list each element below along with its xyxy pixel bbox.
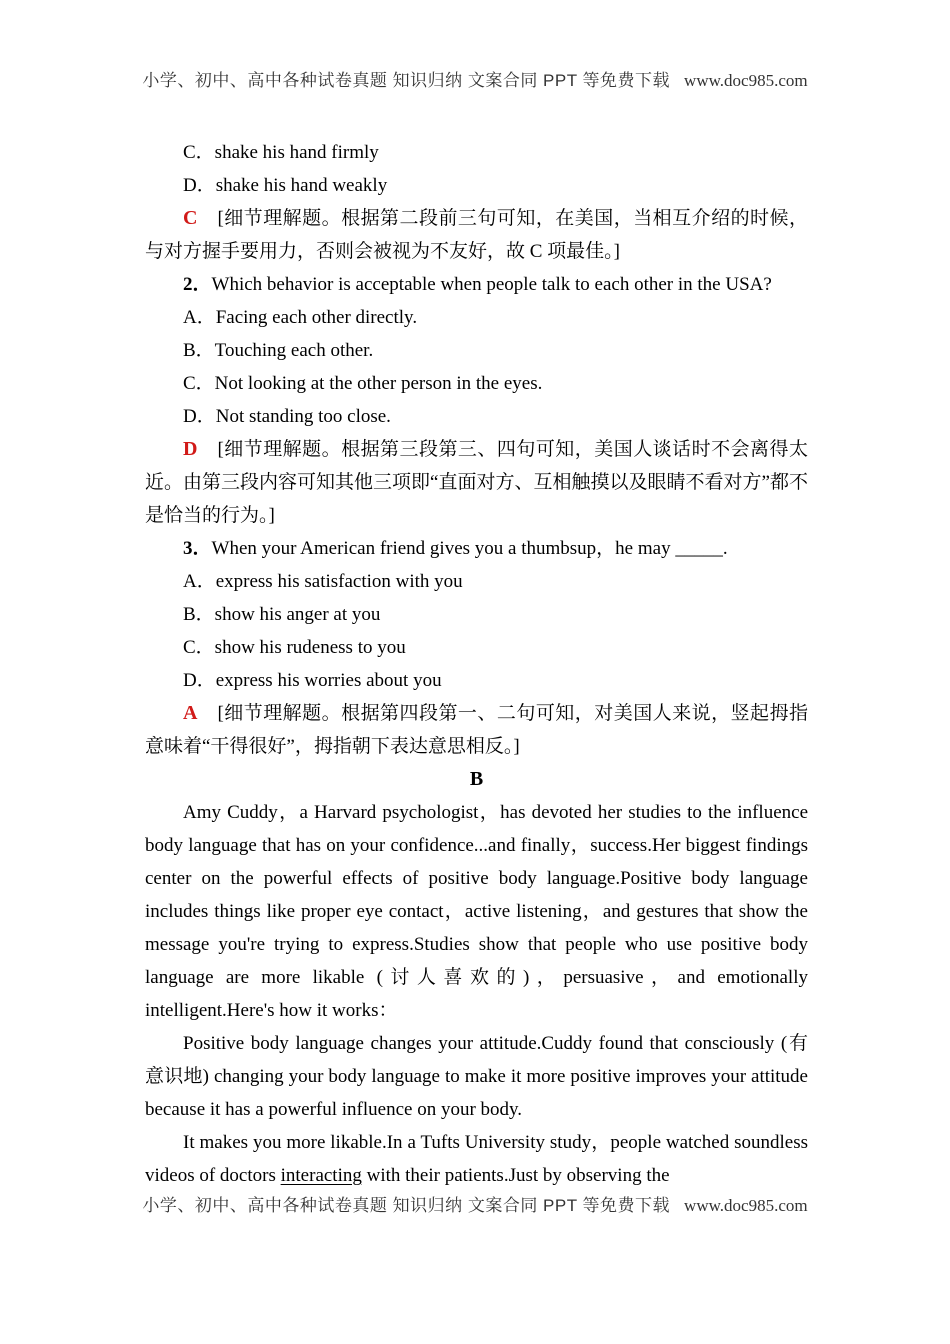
question-3-block [145, 532, 808, 763]
section-b-paragraph-3-after: with their patients.Just by observing the [361, 1165, 670, 1186]
question-2-answer-explanation: [细节理解题。根据第三段第三、四句可知，美国人谈话时不会离得太近。由第三段内容可知其他三项即“直面对方、互相触摸以及眼睛不看对方”都不是恰当的行为。] [145, 439, 808, 526]
section-b-block [145, 763, 808, 1192]
question-1-block [145, 136, 808, 268]
header-watermark [0, 66, 950, 91]
document-body [145, 136, 808, 1192]
footer-watermark [0, 1191, 950, 1216]
question-3-stem [145, 532, 808, 565]
footer-watermark-text: 小学、初中、高中各种试卷真题 知识归纳 文案合同 PPT 等免费下载 [142, 1196, 671, 1215]
question-2-answer [145, 433, 808, 532]
header-watermark-url: www.doc985.com [684, 71, 808, 90]
question-3-answer [145, 697, 808, 763]
question-3-option-c: C．show his rudeness to you [183, 637, 406, 658]
question-3-answer-letter: A [183, 702, 198, 724]
section-b-paragraph-3 [145, 1126, 808, 1192]
question-3-option-d: D．express his worries about you [183, 670, 442, 691]
question-1-option-c: C．shake his hand firmly [183, 142, 379, 163]
question-2-option-a: A．Facing each other directly. [183, 307, 418, 328]
question-3-stem-text: When your American friend gives you a thumbsup，he may _____. [211, 538, 728, 559]
section-b-paragraph-2: Positive body language changes your attitude.Cuddy found that consciously (有意识地) changing your body language to make it more positive improves your attitude because it has a powerful influence on your body. [145, 1033, 808, 1120]
question-1-answer-letter: C [183, 207, 198, 229]
section-b-paragraph-1: Amy Cuddy，a Harvard psychologist，has devoted her studies to the influence body language that has on your confidence...and finally，success.Her biggest findings center on the powerful effects of positive body language.Positive body language includes things like proper eye contact，active listening，and gestures that show the message you're trying to express.Studies show that people who use positive body language are more likable (讨人喜欢的)，persuasive，and emotionally intelligent.Here's how it works： [145, 802, 808, 1021]
question-2-option-b: B．Touching each other. [183, 340, 374, 361]
section-b-paragraph-3-before: It makes you more likable.In a Tufts University study，people watched soundless videos of doctors [145, 1132, 808, 1186]
question-2-option-d: D．Not standing too close. [183, 406, 391, 427]
section-b-paragraph-3-underlined-word: interacting [280, 1165, 362, 1186]
question-2-option-c: C．Not looking at the other person in the eyes. [183, 373, 543, 394]
question-3-number: 3． [183, 538, 212, 559]
question-2-stem-text: Which behavior is acceptable when people talk to each other in the USA? [211, 274, 772, 295]
question-2-number: 2． [183, 274, 212, 295]
question-3-option-a: A．express his satisfaction with you [183, 571, 463, 592]
question-3-option-b: B．show his anger at you [183, 604, 381, 625]
question-1-answer [145, 202, 808, 268]
question-1-answer-explanation: [细节理解题。根据第二段前三句可知，在美国，当相互介绍的时候，与对方握手要用力，否则会被视为不友好，故 C 项最佳。] [145, 208, 808, 262]
question-1-option-d: D．shake his hand weakly [183, 175, 388, 196]
footer-watermark-url: www.doc985.com [684, 1196, 808, 1215]
section-b-heading: B [469, 768, 484, 790]
question-3-answer-explanation: [细节理解题。根据第四段第一、二句可知，对美国人来说，竖起拇指意味着“干得很好”，拇指朝下表达意思相反。] [145, 703, 808, 757]
question-2-block [145, 268, 808, 532]
header-watermark-text: 小学、初中、高中各种试卷真题 知识归纳 文案合同 PPT 等免费下载 [142, 71, 671, 90]
question-2-answer-letter: D [183, 438, 198, 460]
question-2-stem [145, 268, 808, 301]
